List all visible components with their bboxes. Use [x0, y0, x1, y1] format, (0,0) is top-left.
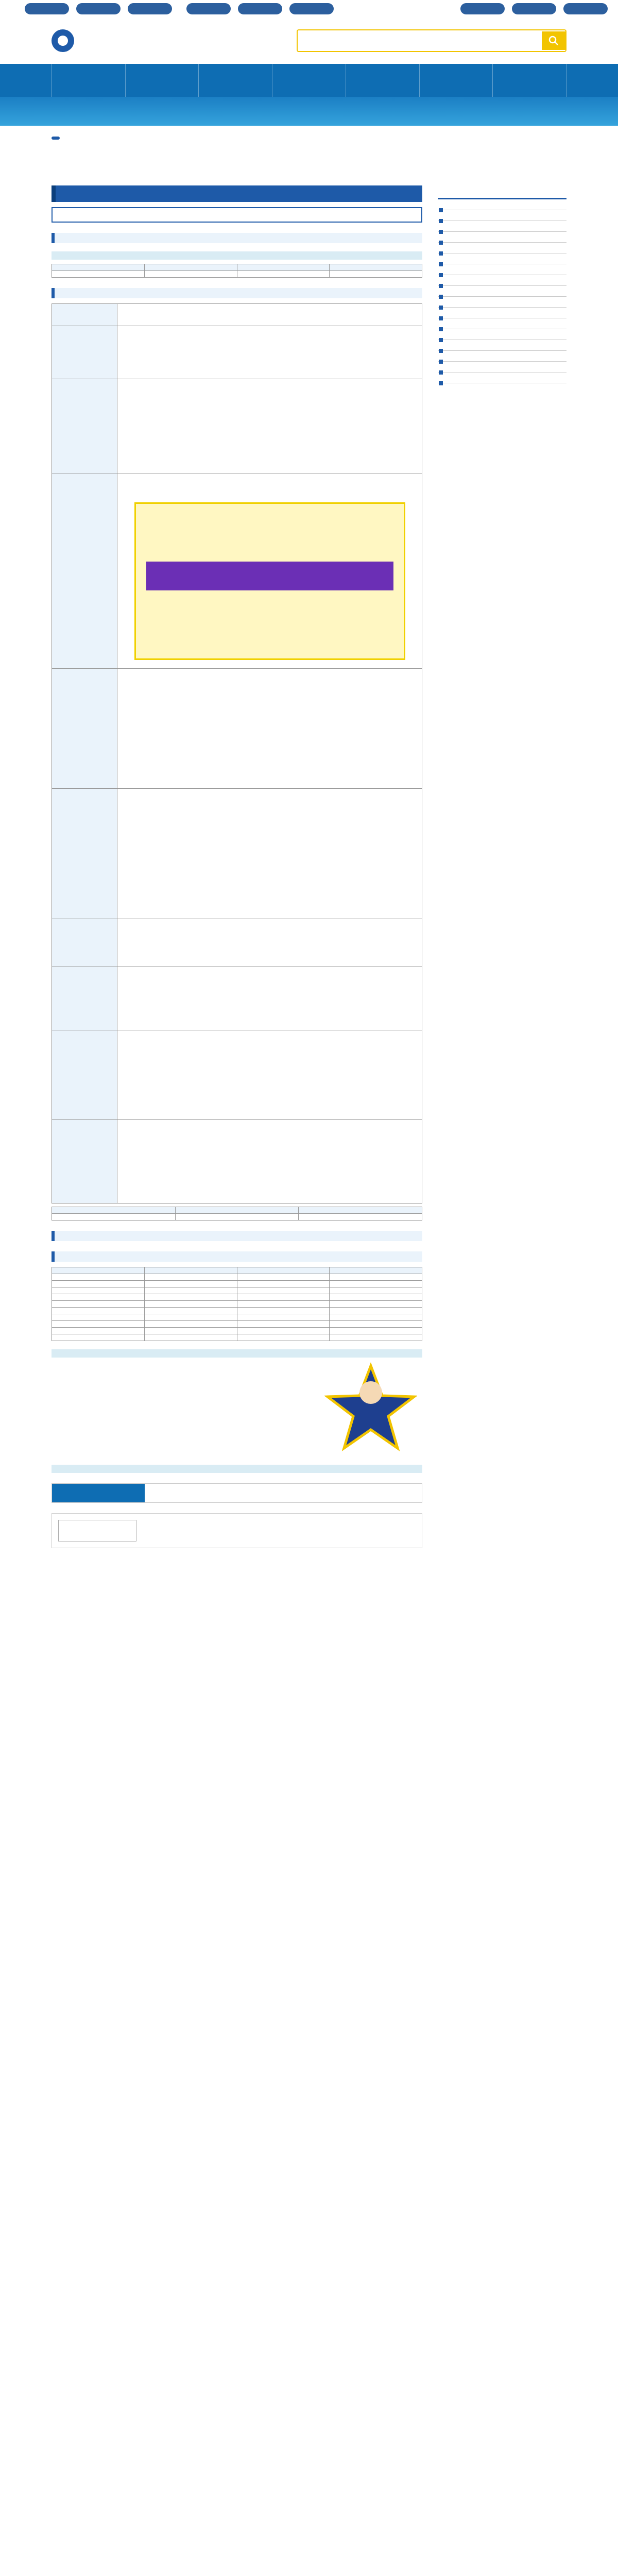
row-key: [52, 967, 117, 1030]
search-input[interactable]: [303, 32, 542, 49]
sidebar-item[interactable]: [438, 243, 566, 253]
table-cell: [144, 1274, 237, 1281]
contact-label: [52, 1484, 145, 1502]
table-cell: [237, 1301, 330, 1308]
change-table: [52, 264, 422, 278]
row-text: [122, 477, 418, 497]
table-cell: [299, 1214, 422, 1221]
sidebar-item[interactable]: [438, 372, 566, 383]
table-header-row: [52, 1207, 422, 1214]
table-cell: [144, 1281, 237, 1287]
table-cell: [52, 271, 145, 278]
column-header: [52, 264, 145, 271]
table-cell: [237, 1281, 330, 1287]
table-row: [52, 1334, 422, 1341]
sidebar-title: [438, 185, 566, 199]
table-cell: [52, 1308, 145, 1314]
column-header: [52, 1267, 145, 1274]
row-key: [52, 919, 117, 967]
main-content: [52, 185, 422, 1548]
gnav-item[interactable]: [492, 64, 566, 97]
table-row: [52, 304, 422, 326]
font-size-button[interactable]: [25, 3, 69, 14]
table-cell: [144, 1328, 237, 1334]
row-value: [117, 1030, 422, 1120]
table-row: [52, 1308, 422, 1314]
contact-body: [145, 1484, 422, 1502]
adobe-reader-badge[interactable]: [58, 1520, 136, 1541]
row-text: [122, 792, 418, 916]
gnav-item[interactable]: [198, 64, 272, 97]
language-button[interactable]: [460, 3, 505, 14]
table-cell: [52, 1301, 145, 1308]
search-button[interactable]: [542, 31, 565, 50]
pdf-link[interactable]: [330, 1328, 422, 1334]
column-header: [330, 1267, 422, 1274]
row-text: [122, 329, 418, 376]
gnav-item[interactable]: [346, 64, 419, 97]
sidebar-item[interactable]: [438, 253, 566, 264]
section-heading: [52, 288, 422, 298]
site-search: [297, 29, 566, 52]
sidebar-item[interactable]: [438, 362, 566, 372]
row-key: [52, 473, 117, 669]
table-row: [52, 326, 422, 379]
sidebar-item-current: [438, 232, 566, 243]
table-row: [52, 967, 422, 1030]
table-header-row: [52, 264, 422, 271]
table-cell: [237, 1294, 330, 1301]
section-heading: [52, 1251, 422, 1262]
table-cell: [175, 1214, 299, 1221]
sidebar-item[interactable]: [438, 340, 566, 351]
gnav-item[interactable]: [52, 64, 125, 97]
table-cell: [237, 1328, 330, 1334]
row-text: [122, 382, 418, 470]
pdf-link[interactable]: [330, 1301, 422, 1308]
sidebar-item[interactable]: [438, 199, 566, 210]
column-header: [175, 1207, 299, 1214]
table-cell: [237, 271, 330, 278]
table-cell: [237, 1314, 330, 1321]
table-cell: [52, 1328, 145, 1334]
language-button[interactable]: [563, 3, 608, 14]
pdf-link[interactable]: [330, 1274, 422, 1281]
column-header: [237, 264, 330, 271]
sidebar-item[interactable]: [438, 297, 566, 308]
table-cell: [144, 1334, 237, 1341]
table-row: [52, 1321, 422, 1328]
row-key: [52, 379, 117, 473]
row-value: [117, 669, 422, 789]
table-row: [52, 669, 422, 789]
table-cell: [237, 1321, 330, 1328]
site-logo[interactable]: [52, 29, 227, 52]
flyer-table: [52, 1207, 422, 1221]
row-value: [117, 473, 422, 669]
sidebar-item[interactable]: [438, 351, 566, 362]
table-cell: [52, 1274, 145, 1281]
row-key: [52, 669, 117, 789]
row-text: [122, 1033, 418, 1116]
pdf-link[interactable]: [330, 1334, 422, 1341]
section-heading: [52, 1465, 422, 1473]
table-row: [52, 379, 422, 473]
sidebar: [438, 185, 566, 383]
gnav-item[interactable]: [272, 64, 346, 97]
font-size-button[interactable]: [128, 3, 172, 14]
table-cell: [52, 1321, 145, 1328]
pdf-link[interactable]: [330, 1287, 422, 1294]
sidebar-item[interactable]: [438, 318, 566, 329]
column-header: [330, 264, 422, 271]
gnav-item[interactable]: [125, 64, 199, 97]
table-cell: [52, 1214, 176, 1221]
sub-banner: [0, 97, 618, 126]
page-title: [52, 185, 422, 202]
utility-bar: [0, 0, 618, 18]
mascot-star-image: [324, 1362, 417, 1454]
table-cell: [144, 1287, 237, 1294]
sidebar-item[interactable]: [438, 275, 566, 286]
table-row: [52, 789, 422, 919]
table-cell: [144, 1321, 237, 1328]
mascot-figure: [319, 1362, 422, 1456]
row-text: [122, 307, 418, 323]
contact-box: [52, 1483, 422, 1503]
table-row: [52, 1294, 422, 1301]
sidebar-item[interactable]: [438, 286, 566, 297]
table-cell: [237, 1287, 330, 1294]
column-header: [144, 264, 237, 271]
gnav-item[interactable]: [419, 64, 493, 97]
table-cell: [52, 1294, 145, 1301]
site-header: [0, 18, 618, 64]
row-key: [52, 789, 117, 919]
course-table: [52, 1267, 422, 1341]
table-cell: [52, 1334, 145, 1341]
table-row: [52, 1274, 422, 1281]
breadcrumb: [52, 126, 566, 150]
sidebar-item[interactable]: [438, 264, 566, 275]
table-row: [52, 271, 422, 278]
pdf-link[interactable]: [330, 1308, 422, 1314]
table-cell: [144, 1301, 237, 1308]
row-text: [122, 672, 418, 785]
row-text: [122, 922, 418, 963]
table-row: [52, 1281, 422, 1287]
color-button[interactable]: [186, 3, 231, 14]
adobe-notice: [52, 1513, 422, 1548]
notice-box: [52, 207, 422, 223]
sidebar-item[interactable]: [438, 210, 566, 221]
pdf-link[interactable]: [330, 1294, 422, 1301]
language-button[interactable]: [512, 3, 556, 14]
table-cell: [52, 1287, 145, 1294]
section-heading: [52, 251, 422, 260]
table-row: [52, 1120, 422, 1204]
table-cell: [144, 1308, 237, 1314]
color-button[interactable]: [289, 3, 334, 14]
application-table: [52, 303, 422, 1204]
row-key: [52, 1120, 117, 1204]
banner-top: [146, 562, 393, 590]
table-cell: [237, 1334, 330, 1341]
sidebar-item[interactable]: [438, 221, 566, 232]
table-row: [52, 1328, 422, 1334]
section-heading: [52, 1231, 422, 1241]
table-cell: [144, 271, 237, 278]
section-heading: [52, 1349, 422, 1358]
table-row: [52, 1214, 422, 1221]
table-cell: [52, 1314, 145, 1321]
color-button[interactable]: [238, 3, 282, 14]
sidebar-list: [438, 199, 566, 383]
city-emblem-icon: [52, 29, 74, 52]
breadcrumb-current-label: [52, 137, 60, 140]
table-cell: [144, 1294, 237, 1301]
row-value: [117, 304, 422, 326]
table-header-row: [52, 1267, 422, 1274]
row-value: [117, 326, 422, 379]
search-icon: [548, 36, 559, 46]
row-key: [52, 326, 117, 379]
mascot-block: [52, 1362, 422, 1456]
table-row: [52, 1314, 422, 1321]
column-header: [237, 1267, 330, 1274]
sidebar-item[interactable]: [438, 308, 566, 318]
pdf-link[interactable]: [330, 1314, 422, 1321]
table-cell: [52, 1281, 145, 1287]
row-text[interactable]: [122, 970, 418, 1027]
column-header: [144, 1267, 237, 1274]
row-value: [117, 1120, 422, 1204]
table-row: [52, 1287, 422, 1294]
row-key: [52, 1030, 117, 1120]
row-value: [117, 967, 422, 1030]
pdf-link[interactable]: [330, 1321, 422, 1328]
table-row: [52, 1301, 422, 1308]
sidebar-item[interactable]: [438, 329, 566, 340]
notice-banner-image: [134, 502, 405, 660]
pdf-link[interactable]: [330, 1281, 422, 1287]
table-cell: [237, 1274, 330, 1281]
row-value: [117, 919, 422, 967]
table-row: [52, 1030, 422, 1120]
global-nav: [0, 64, 618, 97]
column-header: [52, 1207, 176, 1214]
mascot-text: [52, 1362, 309, 1456]
table-cell: [237, 1308, 330, 1314]
row-value: [117, 379, 422, 473]
font-size-button[interactable]: [76, 3, 121, 14]
row-key: [52, 304, 117, 326]
row-text: [122, 1123, 418, 1200]
row-value: [117, 789, 422, 919]
table-row: [52, 919, 422, 967]
section-heading: [52, 233, 422, 243]
table-row: [52, 473, 422, 669]
column-header: [299, 1207, 422, 1214]
table-cell: [330, 271, 422, 278]
table-cell: [144, 1314, 237, 1321]
